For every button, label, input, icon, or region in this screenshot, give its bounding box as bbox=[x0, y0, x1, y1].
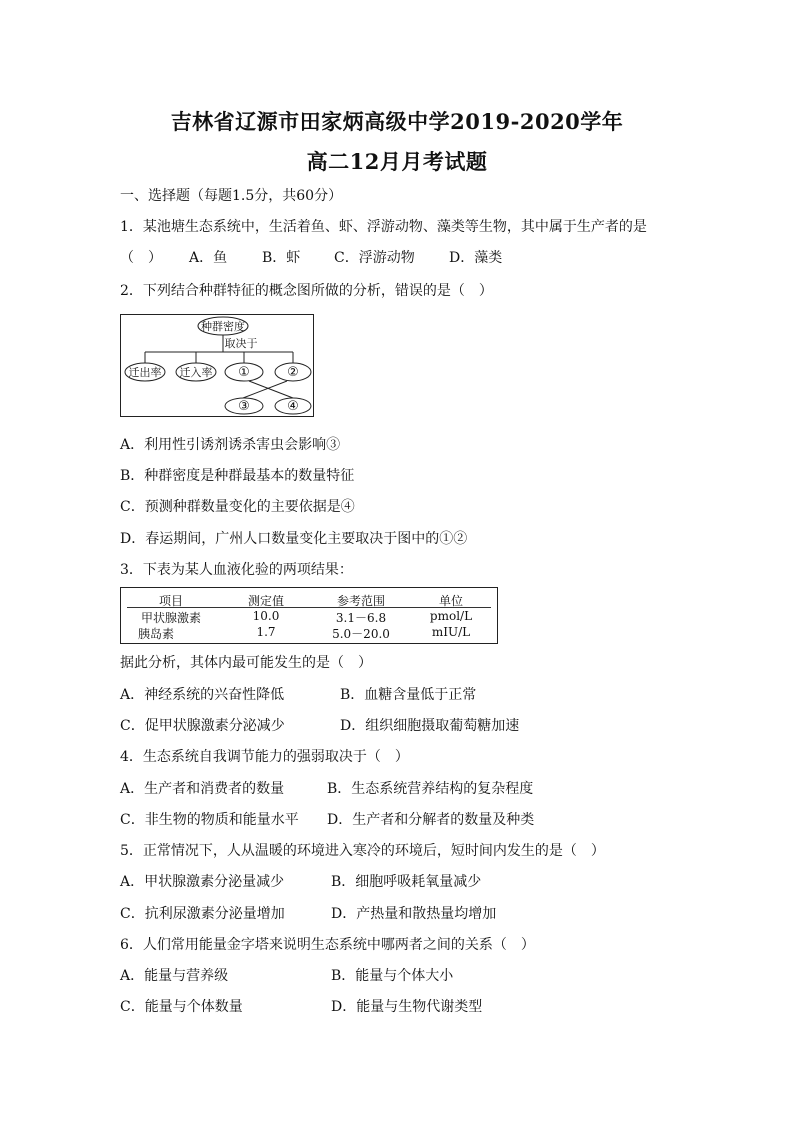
diagram-svg bbox=[121, 315, 312, 415]
q2-option-d: D．春运期间，广州人口数量变化主要取决于图中的①② bbox=[120, 531, 468, 547]
q5-option-d: D．产热量和散热量均增加 bbox=[331, 906, 497, 922]
q3-option-b: B．血糖含量低于正常 bbox=[340, 687, 477, 703]
diagram-label-3: ③ bbox=[238, 399, 250, 414]
table-cell: 甲状腺激素 bbox=[140, 611, 201, 625]
q1-bracket: （ ） bbox=[120, 250, 162, 266]
section-heading: 一、选择题（每题1.5分，共60分） bbox=[120, 188, 343, 204]
q1-option-c: C．浮游动物 bbox=[334, 250, 415, 266]
q4-option-b: B．生态系统营养结构的复杂程度 bbox=[327, 781, 534, 797]
q2-option-a: A．利用性引诱剂诱杀害虫会影响③ bbox=[120, 437, 341, 453]
q4-option-d: D．生产者和分解者的数量及种类 bbox=[327, 812, 535, 828]
q5-option-a: A．甲状腺激素分泌量减少 bbox=[120, 874, 285, 890]
q5-option-c: C．抗利尿激素分泌量增加 bbox=[120, 906, 285, 922]
table-cell: 5.0－20.0 bbox=[332, 627, 390, 641]
diagram-label-out: 迁出率 bbox=[128, 366, 162, 379]
table-cell: 胰岛素 bbox=[137, 627, 174, 641]
table-divider bbox=[127, 607, 491, 608]
q3-option-d: D．组织细胞摄取葡萄糖加速 bbox=[340, 718, 520, 734]
q6-option-b: B．能量与个体大小 bbox=[331, 968, 454, 984]
q6-option-d: D．能量与生物代谢类型 bbox=[331, 999, 483, 1015]
population-concept-diagram bbox=[120, 314, 314, 417]
q6-stem: 6．人们常用能量金字塔来说明生态系统中哪两者之间的关系（ ） bbox=[120, 937, 535, 953]
q5-option-b: B．细胞呼吸耗氧量减少 bbox=[331, 874, 482, 890]
q4-option-a: A．生产者和消费者的数量 bbox=[120, 781, 285, 797]
q3-option-c: C．促甲状腺激素分泌减少 bbox=[120, 718, 285, 734]
diagram-label-in: 迁入率 bbox=[179, 366, 213, 379]
diagram-label-2: ② bbox=[287, 365, 299, 380]
table-header-value: 测定值 bbox=[247, 594, 284, 608]
q1-option-d: D．藻类 bbox=[449, 250, 503, 266]
table-cell: 1.7 bbox=[256, 625, 276, 639]
exam-title-line2: 高二12月月考试题 bbox=[306, 149, 488, 174]
table-header-range: 参考范围 bbox=[336, 594, 385, 608]
q5-stem: 5．正常情况下，人从温暖的环境进入寒冷的环境后，短时间内发生的是（ ） bbox=[120, 843, 605, 859]
diagram-label-top: 种群密度 bbox=[201, 320, 245, 333]
q6-option-c: C．能量与个体数量 bbox=[120, 999, 243, 1015]
blood-test-table bbox=[120, 587, 498, 644]
q3-followup: 据此分析，其体内最可能发生的是（ ） bbox=[120, 655, 372, 671]
q1-stem: 1．某池塘生态系统中，生活着鱼、虾、浮游动物、藻类等生物，其中属于生产者的是 bbox=[120, 219, 647, 235]
diagram-label-mid: 取决于 bbox=[224, 337, 258, 350]
table-header-unit: 单位 bbox=[438, 594, 463, 608]
table-header-item: 项目 bbox=[158, 594, 183, 608]
table-cell: 10.0 bbox=[252, 609, 280, 623]
table-cell: pmol/L bbox=[429, 609, 473, 623]
q1-option-a: A．鱼 bbox=[189, 250, 228, 266]
diagram-cross-1 bbox=[249, 381, 293, 398]
exam-title-line1: 吉林省辽源市田家炳高级中学2019-2020学年 bbox=[170, 109, 624, 134]
diagram-label-1: ① bbox=[238, 365, 250, 380]
diagram-label-4: ④ bbox=[287, 399, 299, 414]
q2-option-b: B．种群密度是种群最基本的数量特征 bbox=[120, 468, 355, 484]
table-row bbox=[121, 625, 497, 643]
q6-option-a: A．能量与营养级 bbox=[120, 968, 229, 984]
table-cell: 3.1－6.8 bbox=[335, 611, 387, 625]
q2-option-c: C．预测种群数量变化的主要依据是④ bbox=[120, 499, 355, 515]
diagram-cross-2 bbox=[243, 381, 287, 398]
table-cell: mIU/L bbox=[431, 625, 471, 639]
q3-stem: 3．下表为某人血液化验的两项结果： bbox=[120, 562, 353, 578]
q2-stem: 2．下列结合种群特征的概念图所做的分析，错误的是（ ） bbox=[120, 283, 493, 299]
q4-option-c: C．非生物的物质和能量水平 bbox=[120, 812, 299, 828]
q4-stem: 4．生态系统自我调节能力的强弱取决于（ ） bbox=[120, 749, 409, 765]
q1-option-b: B．虾 bbox=[262, 250, 301, 266]
q3-option-a: A．神经系统的兴奋性降低 bbox=[120, 687, 285, 703]
